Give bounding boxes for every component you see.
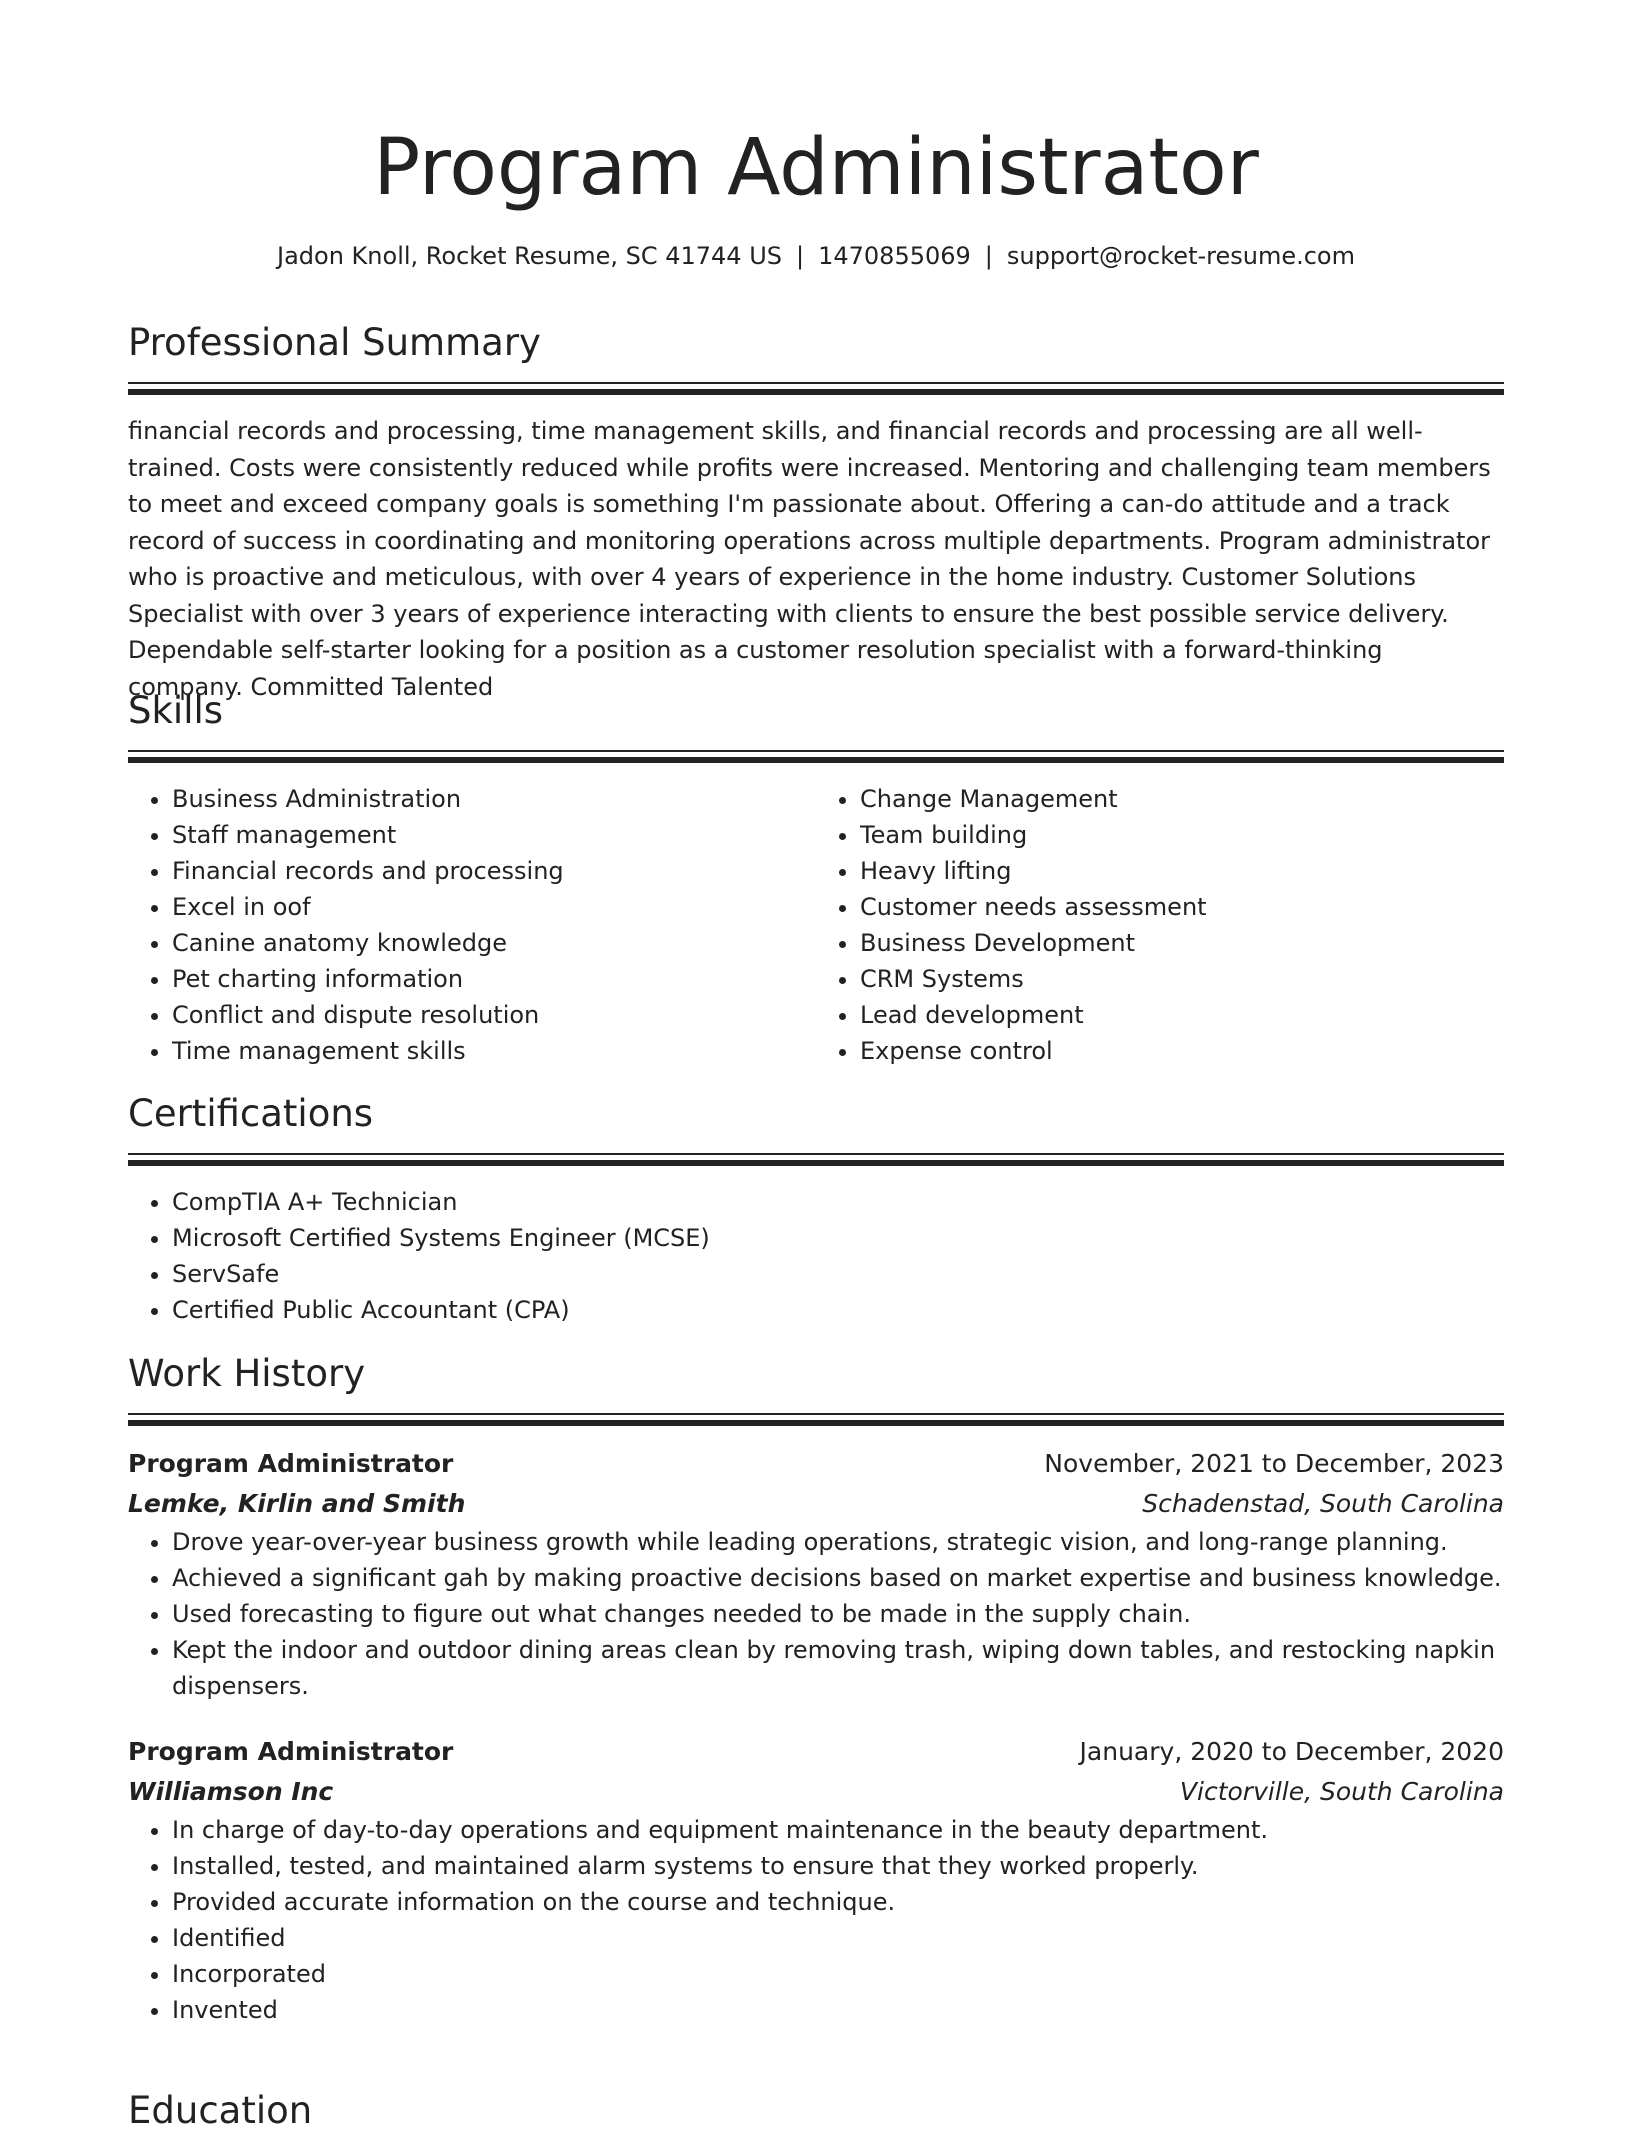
summary-section <box>128 318 1504 705</box>
job-header <box>128 1444 1504 1484</box>
skill-item: • Business Development <box>860 925 1504 961</box>
skill-item: • Change Management <box>860 781 1504 817</box>
section-rule <box>128 1413 1504 1426</box>
section-rule <box>128 382 1504 395</box>
job-bullet: • Installed, tested, and maintained alarm systems to ensure that they worked properly. <box>172 1848 1504 1884</box>
skills-list-right <box>816 781 1504 1069</box>
job-bullet: • Incorporated <box>172 1956 1504 1992</box>
work-history-heading: Work History <box>128 1352 366 1395</box>
section-rule <box>128 750 1504 763</box>
job-subheader <box>128 1772 1504 1812</box>
skill-item: • Pet charting information <box>172 961 816 997</box>
certification-item: • CompTIA A+ Technician <box>172 1184 1504 1220</box>
skill-item: • Business Administration <box>172 781 816 817</box>
certifications-list <box>128 1184 1504 1328</box>
contact-phone: 1470855069 <box>818 242 971 270</box>
job-bullet: • Kept the indoor and outdoor dining areas clean by removing trash, wiping down tables, and restocking napkin dispensers. <box>172 1632 1504 1704</box>
skill-item: • Conflict and dispute resolution <box>172 997 816 1033</box>
skill-item: • Excel in oof <box>172 889 816 925</box>
job-bullet: • Drove year-over-year business growth while leading operations, strategic vision, and long-range planning. <box>172 1524 1504 1560</box>
job-bullet: • Invented <box>172 1992 1504 2028</box>
section-rule <box>128 1153 1504 1166</box>
certification-item: • ServSafe <box>172 1256 1504 1292</box>
job-dates: November, 2021 to December, 2023 <box>1044 1449 1504 1478</box>
education-section <box>128 2086 1504 2136</box>
job-bullet: • Identified <box>172 1920 1504 1956</box>
contact-email: support@rocket-resume.com <box>1006 242 1355 270</box>
skills-section <box>128 686 1504 1069</box>
certifications-section <box>128 1089 1504 1328</box>
work-history-section <box>128 1349 1504 2028</box>
job-company: Lemke, Kirlin and Smith <box>128 1489 466 1518</box>
job-bullet: • Achieved a significant gah by making proactive decisions based on market expertise and business knowledge. <box>172 1560 1504 1596</box>
job-entry <box>128 1732 1504 2028</box>
skill-item: • Canine anatomy knowledge <box>172 925 816 961</box>
skills-grid <box>128 781 1504 1069</box>
contact-separator: | <box>796 242 805 270</box>
contact-line <box>0 238 1632 274</box>
job-bullets <box>128 1812 1504 2028</box>
job-dates: January, 2020 to December, 2020 <box>1079 1737 1504 1766</box>
job-entry <box>128 1444 1504 1704</box>
summary-heading: Professional Summary <box>128 321 541 364</box>
skill-item: • Expense control <box>860 1033 1504 1069</box>
job-bullet: • Provided accurate information on the course and technique. <box>172 1884 1504 1920</box>
job-bullet: • Used forecasting to figure out what changes needed to be made in the supply chain. <box>172 1596 1504 1632</box>
skill-item: • Financial records and processing <box>172 853 816 889</box>
resume-title: Program Administrator <box>373 123 1259 213</box>
skill-item: • Staff management <box>172 817 816 853</box>
skill-item: • Time management skills <box>172 1033 816 1069</box>
job-company: Williamson Inc <box>128 1777 334 1806</box>
summary-text: financial records and processing, time management skills, and financial records and processing are all well-trained. Costs were consistently reduced while profits were increased. Mentoring and challenging team members to meet and exceed company goals is something I'm passionate about. Offering a can-do attitude and a track record of success in coordinating and monitoring operations across multiple departments. Program administrator who is proactive and meticulous, with over 4 years of experience in the home industry. Customer Solutions Specialist with over 3 years of experience interacting with clients to ensure the best possible service delivery. Dependable self-starter looking for a position as a customer resolution specialist with a forward-thinking company. Committed Talented <box>128 417 1491 701</box>
skills-list-left <box>128 781 816 1069</box>
skill-item: • CRM Systems <box>860 961 1504 997</box>
skill-item: • Lead development <box>860 997 1504 1033</box>
skill-item: • Team building <box>860 817 1504 853</box>
job-title: Program Administrator <box>128 1737 454 1766</box>
certifications-heading: Certifications <box>128 1092 374 1135</box>
skill-item: • Customer needs assessment <box>860 889 1504 925</box>
job-location: Victorville, South Carolina <box>1179 1777 1504 1806</box>
job-header <box>128 1732 1504 1772</box>
education-heading: Education <box>128 2089 313 2132</box>
contact-separator: | <box>984 242 993 270</box>
job-bullet: • In charge of day-to-day operations and equipment maintenance in the beauty department. <box>172 1812 1504 1848</box>
skills-heading: Skills <box>128 689 224 732</box>
job-title: Program Administrator <box>128 1449 454 1478</box>
certification-item: • Microsoft Certified Systems Engineer (MCSE) <box>172 1220 1504 1256</box>
job-location: Schadenstad, South Carolina <box>1142 1489 1504 1518</box>
certification-item: • Certified Public Accountant (CPA) <box>172 1292 1504 1328</box>
contact-address: Jadon Knoll, Rocket Resume, SC 41744 US <box>277 242 782 270</box>
job-bullets <box>128 1524 1504 1704</box>
job-subheader <box>128 1484 1504 1524</box>
skill-item: • Heavy lifting <box>860 853 1504 889</box>
